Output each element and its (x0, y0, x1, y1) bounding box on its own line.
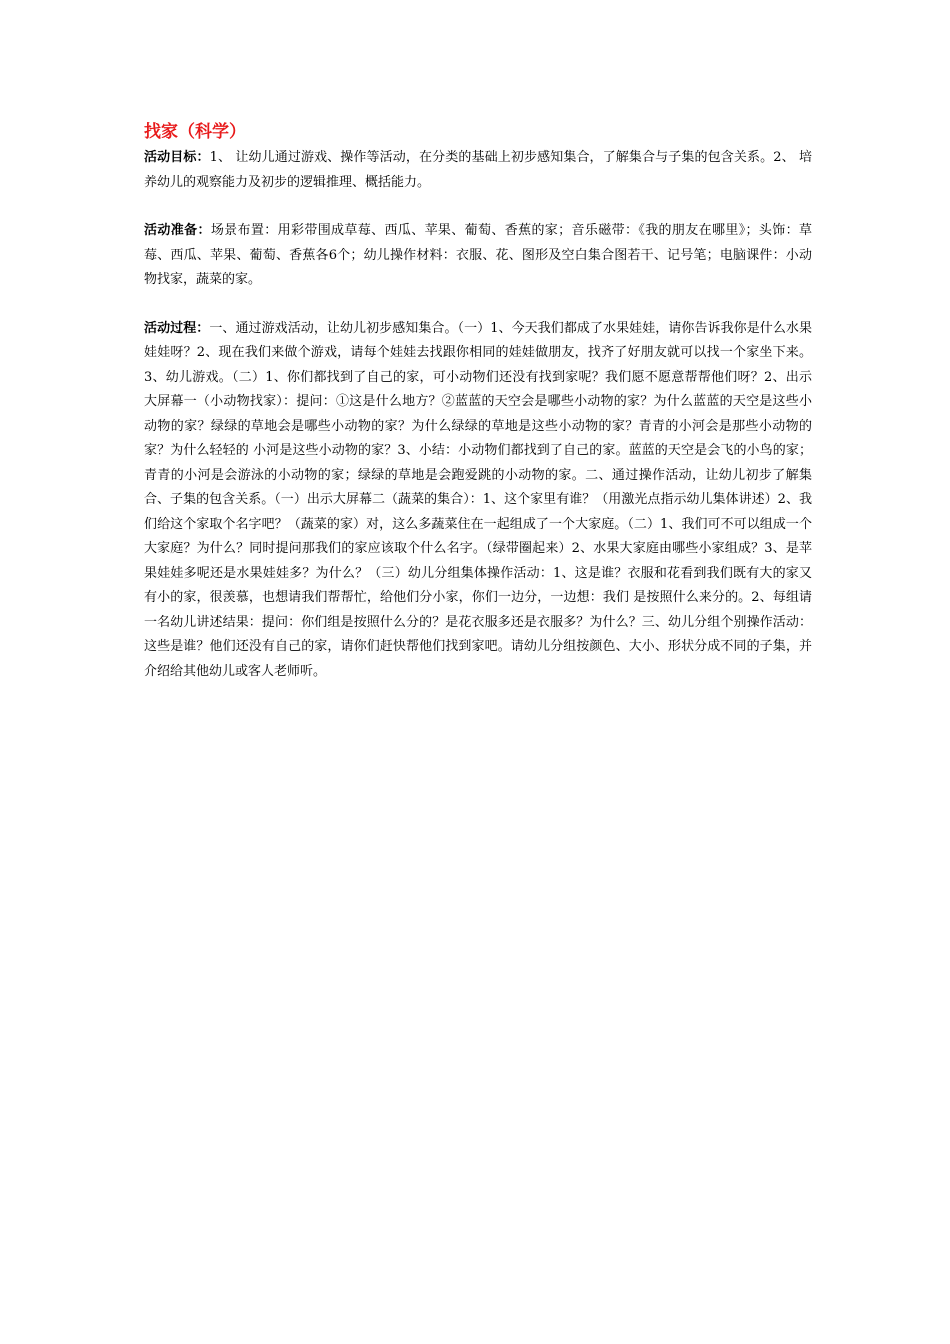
section-process-label: 活动过程： (144, 320, 210, 336)
section-goals-label: 活动目标： (144, 150, 210, 165)
section-process (144, 317, 812, 685)
section-process-body: 一、通过游戏活动，让幼儿初步感知集合。（一）1、今天我们都成了水果娃娃，请你告诉我你是什么水果娃娃呀？2、现在我们来做个游戏，请每个娃娃去找跟你相同的娃娃做朋友，找齐了好朋友就可以找一个家坐下来。3、幼儿游戏。（二）1、你们都找到了自己的家，可小动物们还没有找到家呢？我们愿不愿意帮帮他们呀？2、出示大屏幕一（小动物找家）：提问：①这是什么地方？②蓝蓝的天空会是哪些小动物的家？为什么蓝蓝的天空是这些小动物的家？绿绿的草地会是哪些小动物的家？为什么绿绿的草地是这些小动物的家？青青的小河会是那些小动物的家？为什么轻轻的 小河是这些小动物的家？3、小结：小动物们都找到了自己的家。蓝蓝的天空是会飞的小鸟的家；青青的小河是会游泳的小动物的家；绿绿的草地是会跑爱跳的小动物的家。二、通过操作活动，让幼儿初步了解集合、子集的包含关系。（一）出示大屏幕二（蔬菜的集合）：1、这个家里有谁？（用激光点指示幼儿集体讲述）2、我们给这个家取个名字吧？（蔬菜的家）对，这么多蔬菜住在一起组成了一个大家庭。（二）1、我们可不可以组成一个大家庭？为什么？同时提问那我们的家应该取个什么名字。（绿带圈起来）2、水果大家庭由哪些小家组成？3、是苹果娃娃多呢还是水果娃娃多？为什么？（三）幼儿分组集体操作活动：1、这是谁？衣服和花看到我们既有大的家又有小的家，很羡慕，也想请我们帮帮忙，给他们分小家，你们一边分，一边想：我们 是按照什么来分的。2、每组请一名幼儿讲述结果：提问：你们组是按照什么分的？是花衣服多还是衣服多？为什么？三、幼儿分组个别操作活动：这些是谁？他们还没有自己的家，请你们赶快帮他们找到家吧。请幼儿分组按颜色、大小、形状分成不同的子集，并介绍给其他幼儿或客人老师听。 (144, 320, 812, 679)
section-preparation (144, 219, 812, 293)
document-page (144, 120, 812, 684)
section-preparation-body: 场景布置：用彩带围成草莓、西瓜、苹果、葡萄、香蕉的家；音乐磁带：《我的朋友在哪里》；头饰：草莓、西瓜、苹果、葡萄、香蕉各6个；幼儿操作材料：衣服、花、图形及空白集合图若干、记号笔；电脑课件：小动物找家，蔬菜的家。 (144, 223, 812, 287)
section-goals-body: 1、 让幼儿通过游戏、操作等活动，在分类的基础上初步感知集合，了解集合与子集的包含关系。2、 培养幼儿的观察能力及初步的逻辑推理、概括能力。 (144, 150, 812, 190)
paragraph-gap (144, 195, 812, 219)
paragraph-gap (144, 293, 812, 317)
section-preparation-label: 活动准备： (144, 223, 211, 238)
document-title: 找家（科学） (144, 122, 246, 142)
section-goals (144, 146, 812, 195)
